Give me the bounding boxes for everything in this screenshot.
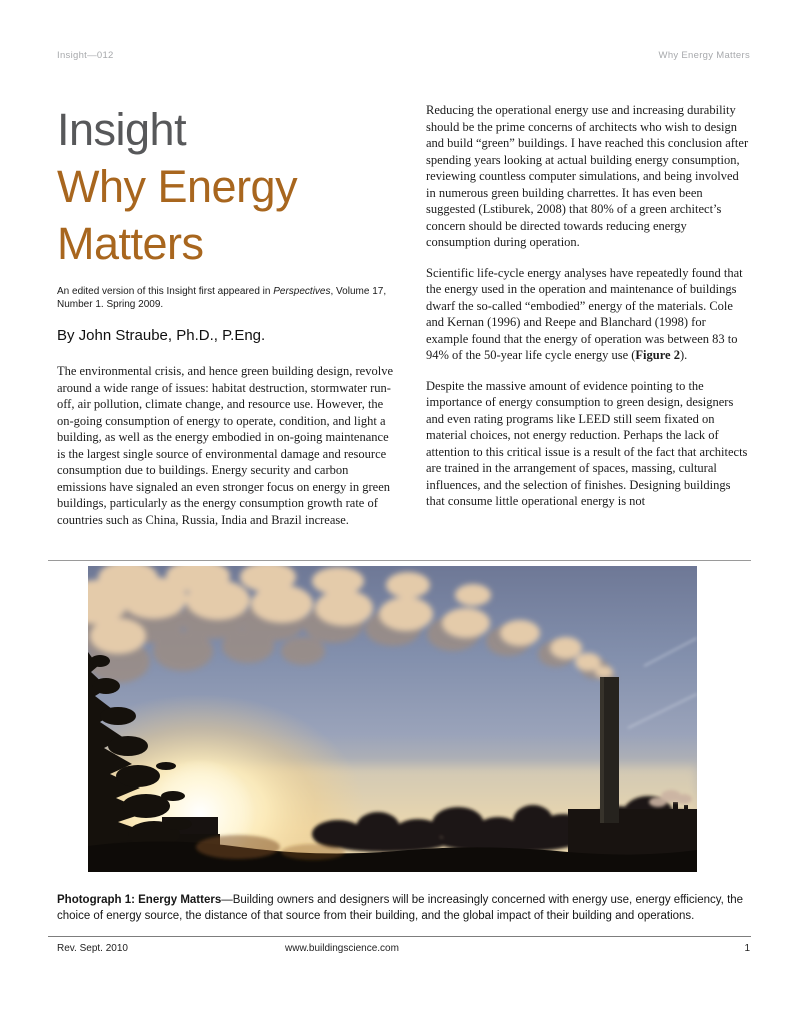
figure-2-reference: Figure 2 [635,348,680,362]
plant-building-silhouette [568,809,697,855]
page-footer [57,943,750,954]
left-paragraph-1: The environmental crisis, and hence green building design, revolve around a wide range of issues: habitat destruction, stormwater run-off, air pollution, climate change, and resource use. However, the on-going consumption of energy to operate, condition, and light a building, as well as the energy embodied in on-going maintenance is the largest single source of environmental damage and resource consumption due to buildings. Energy security and carbon emissions have signaled an even stronger focus on energy in green buildings, particularly as the energy consumption growth rate of countries such as China, Russia, India and Brazil increase. [57,364,394,527]
photograph-1-smokestack-sunset [88,566,697,872]
footer-revision-date: Rev. Sept. 2010 [57,943,128,954]
left-column [57,101,395,542]
right-column [426,102,751,524]
right-paragraph-2 [426,265,751,364]
title-line-why: Why Energy [57,161,298,212]
header-doc-title: Why Energy Matters [658,50,750,61]
edition-note [57,285,395,311]
title-line-matters: Matters [57,218,204,269]
page-header [57,50,750,61]
edition-note-post: , Volume 17, Number 1. Spring 2009. [57,286,387,310]
edition-note-pre: An edited version of this Insight first appeared in [57,286,274,297]
footer-website-url: www.buildingscience.com [285,943,399,954]
title-series: Insight [57,104,187,155]
divider-above-photo [48,560,751,561]
right-paragraph-3: Despite the massive amount of evidence pointing to the importance of energy consumption to green design, designers and even rating programs like LEED still seem fixated on material choices, not energy reduction. Perhaps the lack of attention to this critical issue is a result of the fact that architects are trained in the arrangement of spaces, massing, cultural influences, and the selection of finishes. Designing buildings that consume little operational energy is not [426,378,748,508]
photo-caption-text: —Building owners and designers will be increasingly concerned with energy use, energy efficiency, the choice of energy source, the distance of that source from their building, and the global impact of their building and operations. [57,893,744,922]
divider-above-footer [48,936,751,937]
header-doc-number: Insight—012 [57,50,114,61]
footer-page-number: 1 [744,943,750,954]
page-title [57,101,395,272]
byline: By John Straube, Ph.D., P.Eng. [57,327,266,344]
photo-caption [57,892,751,925]
right-paragraph-1: Reducing the operational energy use and increasing durability should be the prime concerns of architects who wish to design and build “green” buildings. I have reached this conclusion after spending years looking at actual building energy consumption, reviewing countless computer simulations, and being involved in numerous green building charrettes. It has even been suggested (Lstiburek, 2008) that 80% of a green architect’s concern should be directed towards reducing energy consumption during operation. [426,103,749,249]
right-paragraph-2-close: ). [679,348,688,362]
smokestack-sunset-illustration [88,566,697,872]
smokestack-highlight [600,677,604,823]
photo-caption-title: Photograph 1: Energy Matters [57,893,222,906]
right-paragraph-2-text: Scientific life-cycle energy analyses have repeatedly found that the energy used in the operation and maintenance of buildings dwarf the so-called “embodied” energy of the materials. Cole and Kernan (1996) and Reepe and Blanchard (1998) for example found that the energy of operation was between 83 to 94% of the 50-year life cycle energy use ( [426,265,743,362]
edition-note-journal: Perspectives [273,286,331,297]
